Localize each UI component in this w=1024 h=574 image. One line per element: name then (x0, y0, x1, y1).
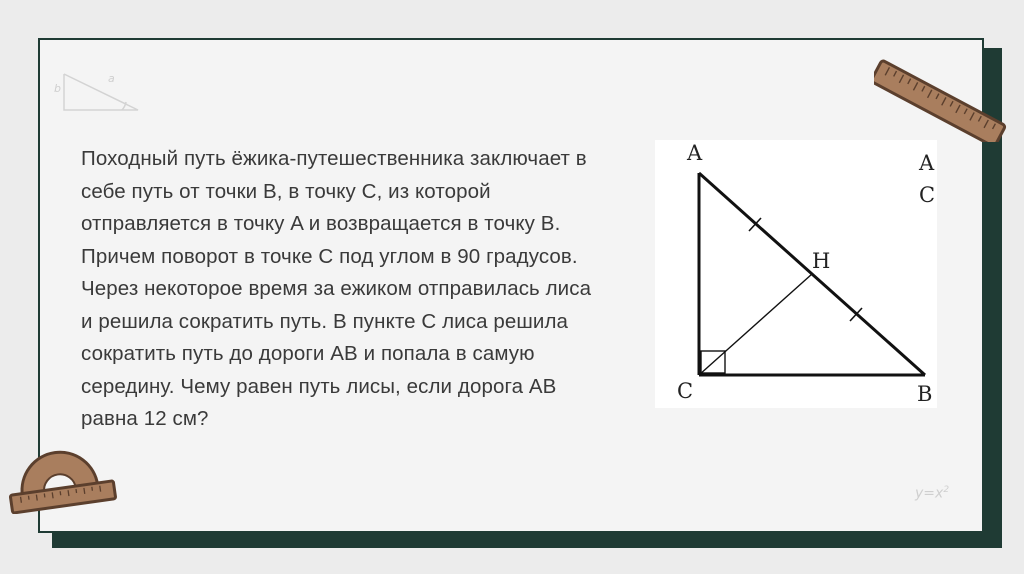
formula-base: y=x (915, 485, 944, 502)
label-b: B (917, 382, 933, 406)
median-ch (699, 274, 812, 375)
sketch-label-a: a (108, 72, 115, 85)
problem-text: Походный путь ёжика-путешественника заключает в себе путь от точки B, в точку C, из которой отправляется в точку A и возвращается в точку B. Причем поворот в точке C под углом в 90 градусов. Через некоторое время за ежиком отправилась лиса и решила сократить путь. В пункте C лиса решила сократить путь до дороги AB и попала в самую середину. Чему равен путь лисы, если дорога AB равна 12 см? (81, 147, 592, 430)
sketch-label-b: b (54, 82, 61, 95)
protractor-icon (4, 440, 120, 514)
triangle-sketch-decoration (52, 62, 148, 118)
formula-decoration (915, 485, 949, 502)
formula-exponent: 2 (943, 485, 950, 495)
label-c: C (677, 379, 694, 403)
label-h: H (812, 249, 831, 273)
side-label-c: C (919, 183, 936, 207)
triangle-figure (655, 140, 937, 408)
label-a: A (687, 141, 703, 165)
side-label-a: A (919, 151, 935, 175)
ruler-icon (874, 46, 1020, 142)
